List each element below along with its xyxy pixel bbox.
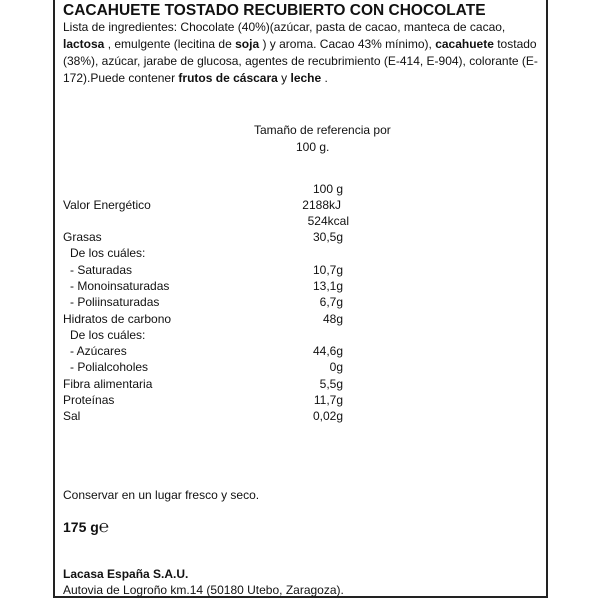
nutrient-value: 6,7g	[319, 295, 343, 310]
nutrient-value: 44,6g	[312, 344, 343, 359]
nutrient-label: De los cuáles:	[70, 246, 146, 261]
ingredient-text: tostado (38%), azúcar, jarabe de glucosa, agentes de recubrimiento (E-414, E-904), colorante (E-172).Puede contener	[63, 37, 538, 85]
nutrient-label: Grasas	[63, 230, 102, 244]
ingredient-text: Lista de ingredientes: Chocolate (40%)(azúcar, pasta de cacao, manteca de cacao,	[63, 20, 506, 34]
nutrient-value: 5,5g	[319, 376, 343, 391]
reference-line2: 100 g.	[296, 140, 330, 154]
nutrient-label: Hidratos de carbono	[63, 311, 172, 326]
allergen: frutos de cáscara	[178, 71, 278, 85]
allergen: lactosa	[63, 37, 105, 51]
allergen: leche	[290, 71, 322, 85]
ingredient-text: .	[321, 71, 328, 85]
column-header: 100 g	[312, 182, 343, 196]
company-address: Autovia de Logroño km.14 (50180 Utebo, Zaragoza).	[63, 583, 344, 597]
energy-kcal: 524kcal	[307, 214, 349, 228]
nutrient-label: Fibra alimentaria	[63, 376, 153, 391]
nutrient-label: Sal	[63, 409, 81, 424]
estimated-sign-icon: ℮	[98, 517, 110, 536]
nutrient-value: 0g	[329, 360, 343, 375]
energy-kj: 2188kJ	[302, 198, 341, 212]
product-title: CACAHUETE TOSTADO RECUBIERTO CON CHOCOLATE	[63, 2, 486, 19]
storage-text: Conservar en un lugar fresco y seco.	[63, 488, 260, 502]
reference-line1: Tamaño de referencia por	[254, 123, 391, 137]
ingredients-list	[63, 19, 543, 87]
energy-label: Valor Energético	[63, 198, 151, 212]
nutrient-value: 11,7g	[313, 393, 343, 407]
nutrient-label: - Monoinsaturadas	[70, 278, 170, 293]
weight-value: 175 g	[63, 519, 99, 535]
nutrient-label: - Polialcoholes	[70, 360, 149, 375]
net-weight	[63, 518, 109, 536]
ingredient-text: y	[277, 71, 291, 85]
nutrient-label: Proteínas	[63, 393, 115, 407]
ingredient-text: , emulgente (lecitina de	[104, 37, 236, 51]
nutrient-value: 48g	[322, 311, 343, 326]
nutrient-label: - Azúcares	[70, 344, 127, 359]
ingredient-text: ) y aroma. Cacao 43% mínimo),	[259, 37, 436, 51]
nutrient-label: De los cuáles:	[70, 327, 146, 342]
company-name: Lacasa España S.A.U.	[63, 567, 189, 581]
nutrient-value: 13,1g	[312, 278, 343, 293]
allergen: cacahuete	[435, 37, 494, 51]
allergen: soja	[235, 37, 260, 51]
nutrient-value: 0,02g	[312, 409, 343, 424]
nutrient-value: 30,5g	[312, 230, 343, 244]
nutrient-label: - Poliinsaturadas	[70, 295, 160, 310]
nutrient-value: 10,7g	[312, 262, 343, 277]
nutrient-label: - Saturadas	[70, 262, 133, 277]
